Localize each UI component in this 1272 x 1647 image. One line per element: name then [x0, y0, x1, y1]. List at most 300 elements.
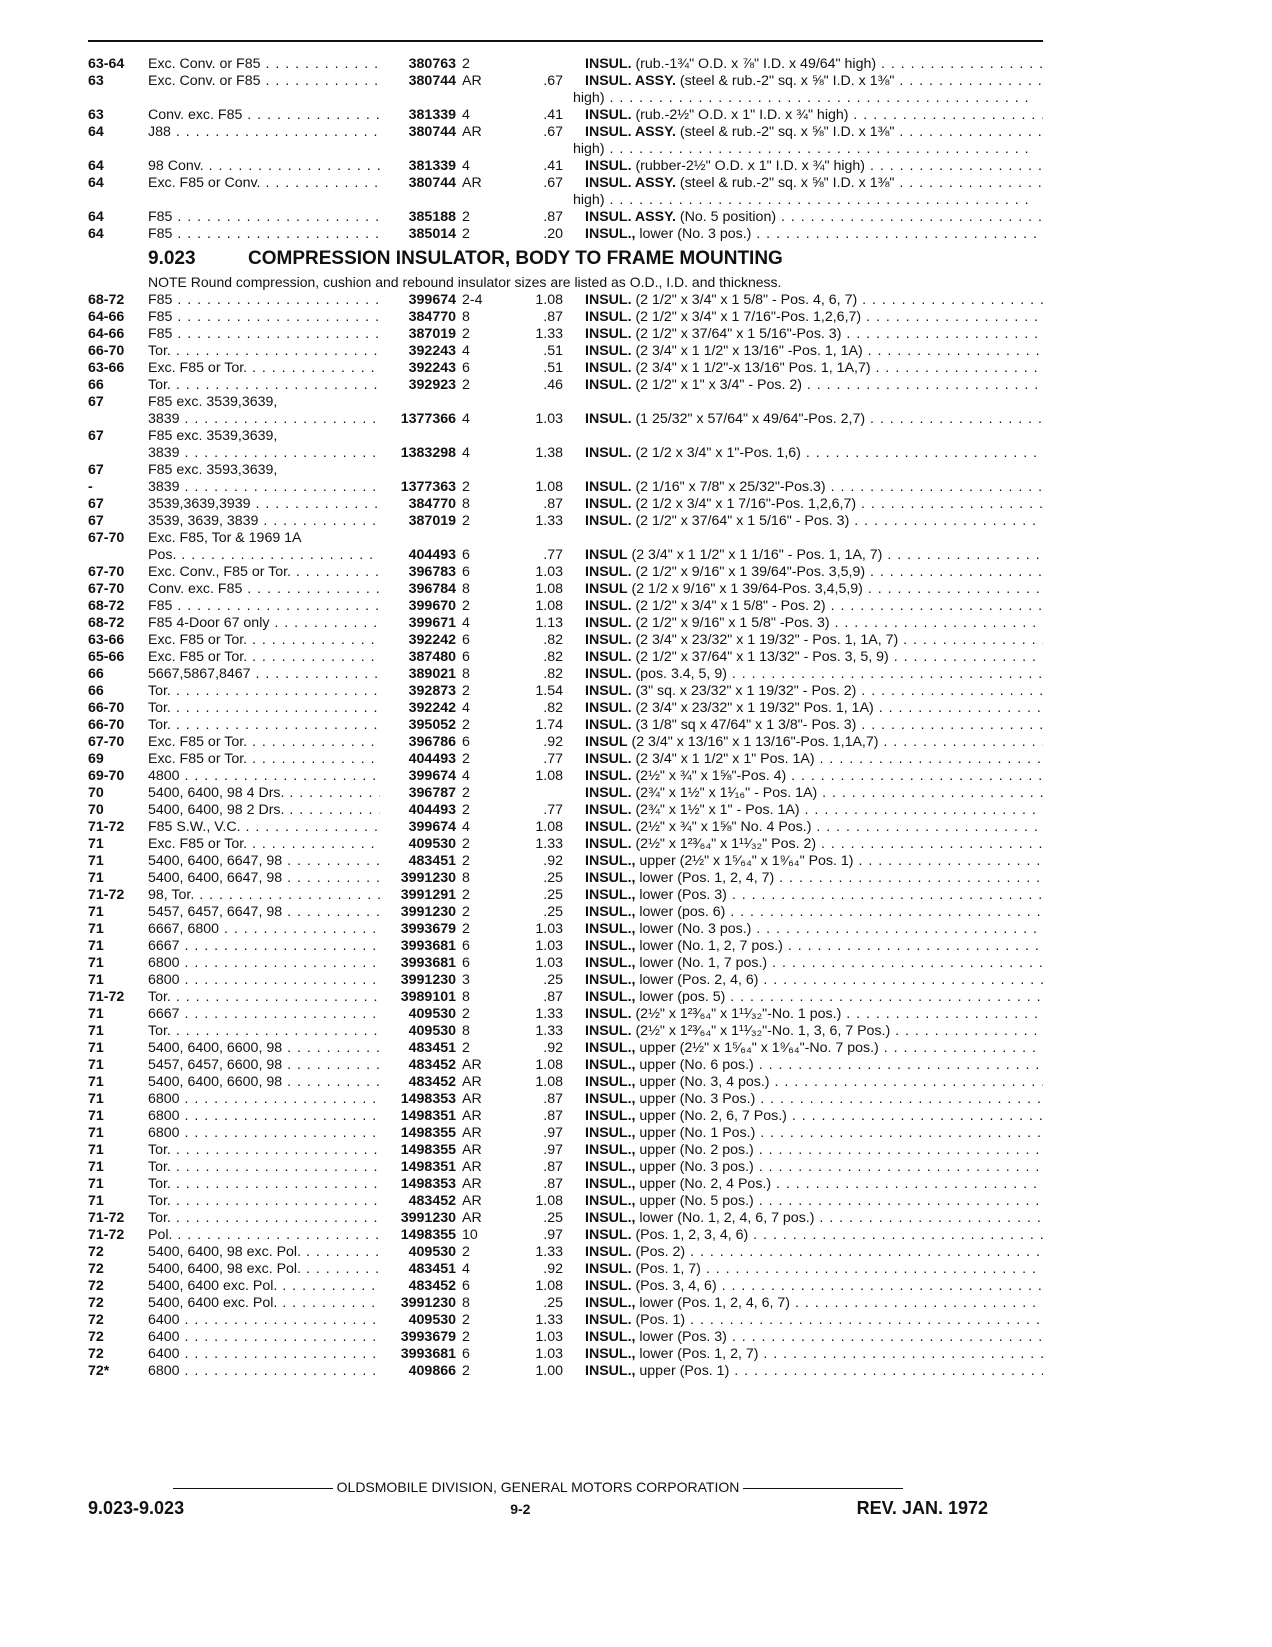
model-description: F85 . . .: [148, 209, 380, 226]
table-row: [88, 107, 1043, 124]
part-name-spec: lower (Pos. 1, 2, 4, 6, 7): [635, 1295, 791, 1311]
price: .67: [543, 175, 563, 191]
part-name: [585, 56, 1043, 73]
part-name-spec: (rub.-2½" O.D. x 1" I.D. x ¾" high): [631, 107, 849, 123]
quantity: AR: [462, 1142, 482, 1158]
part-name: [585, 1210, 1043, 1227]
quantity: 2: [462, 226, 470, 242]
footer-page-number: 9-2: [510, 1501, 531, 1517]
price: 1.33: [535, 836, 563, 852]
price: 1.08: [535, 479, 563, 495]
part-number: 483452: [408, 1074, 456, 1090]
quantity: 8: [462, 1023, 470, 1039]
table-row: [88, 819, 1043, 836]
table-row: [88, 700, 1043, 717]
part-number: 381339: [408, 107, 456, 123]
price: 1.33: [535, 1312, 563, 1328]
model-description: Conv. exc. F85 . . .: [148, 107, 380, 124]
model-year: -: [88, 479, 93, 495]
part-name-spec: (2 3/4" x 1 1/2" x 13/16" -Pos. 1, 1A): [631, 343, 863, 359]
quantity: 2: [462, 1312, 470, 1328]
price: 1.08: [535, 1074, 563, 1090]
part-name-spec: (2 3/4" x 23/32" x 1 19/32" Pos. 1, 1A): [631, 700, 874, 716]
part-name-lead: INSUL.: [585, 802, 632, 818]
part-name-lead: INSUL.: [585, 326, 632, 342]
model-description: 3839 . . .: [148, 445, 380, 462]
model-year: 71: [88, 1091, 104, 1107]
model-year: 72: [88, 1278, 104, 1294]
model-description: Exc. F85 or Tor. . . .: [148, 751, 380, 768]
part-name: [585, 158, 1043, 175]
part-name: [585, 309, 1043, 326]
part-name-spec: lower (Pos. 3): [635, 887, 727, 903]
part-name-spec: (Pos. 1, 2, 3, 4, 6): [631, 1227, 749, 1243]
part-name: [585, 615, 1043, 632]
model-year: 66: [88, 666, 104, 682]
model-description: Exc. Conv., F85 or Tor. . . .: [148, 564, 380, 581]
model-year: 71: [88, 1193, 104, 1209]
model-year: 72: [88, 1261, 104, 1277]
part-name-lead: INSUL.,: [585, 1074, 636, 1090]
footer-revision: REV. JAN. 1972: [856, 1498, 988, 1518]
quantity: 8: [462, 581, 470, 597]
quantity: 8: [462, 1295, 470, 1311]
page-footer: [88, 1478, 988, 1519]
table-row: [88, 175, 1043, 192]
part-number: 399670: [408, 598, 456, 614]
footer-rule-right: [743, 1488, 903, 1489]
table-row: [88, 1244, 1043, 1261]
price: .87: [543, 209, 563, 225]
quantity: 4: [462, 615, 470, 631]
part-name-lead: INSUL.,: [585, 1346, 636, 1362]
part-name: [585, 802, 1043, 819]
table-row: [88, 666, 1043, 683]
table-row: [88, 73, 1043, 90]
price: .87: [543, 496, 563, 512]
quantity: AR: [462, 124, 482, 140]
price: .20: [543, 226, 563, 242]
part-name-spec: (2 1/2 x 3/4" x 1"-Pos. 1,6): [631, 445, 801, 461]
model-description: 5667,5867,8467 . . .: [148, 666, 380, 683]
model-description: 5400, 6400, 6600, 98 . . .: [148, 1040, 380, 1057]
model-year: 67-70: [88, 581, 125, 597]
part-name: [585, 836, 1043, 853]
part-number: 409866: [408, 1363, 456, 1379]
quantity: 2: [462, 785, 470, 801]
part-number: 483451: [408, 853, 456, 869]
quantity: 8: [462, 989, 470, 1005]
part-name-spec: lower (pos. 6): [635, 904, 726, 920]
model-year: 71: [88, 1040, 104, 1056]
part-name-spec: (steel & rub.-2" sq. x ⅝" I.D. x 1⅜": [675, 73, 895, 89]
model-description: Tor. . . .: [148, 1176, 380, 1193]
model-year: 71: [88, 1057, 104, 1073]
quantity: 4: [462, 700, 470, 716]
part-name-spec: upper (No. 3 pos.): [635, 1159, 754, 1175]
model-year: 69: [88, 751, 104, 767]
table-row: [88, 785, 1043, 802]
part-name-lead: INSUL.,: [585, 1040, 636, 1056]
part-number: 396787: [408, 785, 456, 801]
quantity: 10: [462, 1227, 478, 1243]
part-name-spec: (steel & rub.-2" sq. x ⅝" I.D. x 1⅜": [675, 175, 895, 191]
model-description: 6400 . . .: [148, 1346, 380, 1363]
part-name-spec: upper (No. 2, 6, 7 Pos.): [635, 1108, 787, 1124]
part-name: [585, 700, 1043, 717]
quantity: 2: [462, 326, 470, 342]
part-name: [585, 819, 1043, 836]
part-name-spec: (2 1/2" x 3/4" x 1 7/16"-Pos. 1,2,6,7): [631, 309, 862, 325]
part-name-lead: INSUL.,: [585, 1159, 636, 1175]
model-year: 64-66: [88, 309, 125, 325]
part-name-lead: INSUL: [585, 734, 628, 750]
part-name-lead: INSUL.,: [585, 1210, 636, 1226]
table-row: [88, 1312, 1043, 1329]
model-year: 66: [88, 377, 104, 393]
part-number: 380744: [408, 124, 456, 140]
quantity: 6: [462, 360, 470, 376]
table-row: [88, 1006, 1043, 1023]
part-name-lead: INSUL.,: [585, 938, 636, 954]
part-name-lead: INSUL.: [585, 377, 632, 393]
model-year: 66-70: [88, 343, 125, 359]
part-name-spec: (2 1/2" x 37/64" x 1 13/32" - Pos. 3, 5, 9): [631, 649, 889, 665]
part-name: [585, 1329, 1043, 1346]
part-name: [585, 292, 1043, 309]
part-name-lead: INSUL.: [585, 1312, 632, 1328]
part-name-spec: (steel & rub.-2" sq. x ⅝" I.D. x 1⅜": [675, 124, 895, 140]
model-year: 67-70: [88, 530, 125, 546]
quantity: 6: [462, 1346, 470, 1362]
part-name-lead: INSUL. ASSY.: [585, 124, 676, 140]
table-row: [88, 683, 1043, 700]
table-row: [88, 1346, 1043, 1363]
part-number: 3991230: [400, 904, 456, 920]
part-number: 392923: [408, 377, 456, 393]
table-row: [88, 972, 1043, 989]
model-year: 72*: [88, 1363, 110, 1379]
part-name: [585, 955, 1043, 972]
part-number: 1498355: [400, 1125, 456, 1141]
part-name-spec: lower (No. 3 pos.): [635, 921, 752, 937]
part-name-lead: INSUL.: [585, 700, 632, 716]
section-title: COMPRESSION INSULATOR, BODY TO FRAME MOUNTING: [248, 248, 783, 269]
model-year: 69-70: [88, 768, 125, 784]
part-number: 1498355: [400, 1142, 456, 1158]
part-name-lead: INSUL.: [585, 107, 632, 123]
quantity: 2: [462, 1363, 470, 1379]
model-year: 68-72: [88, 598, 125, 614]
part-number: 1377366: [400, 411, 456, 427]
model-year: 72: [88, 1346, 104, 1362]
table-row: [88, 1023, 1043, 1040]
part-name-spec: (2 3/4" x 1 1/2"-x 13/16" Pos. 1, 1A,7): [631, 360, 871, 376]
part-number: 1498355: [400, 1227, 456, 1243]
model-description: F85 . . .: [148, 326, 380, 343]
price: 1.33: [535, 1023, 563, 1039]
price: .87: [543, 989, 563, 1005]
part-name-spec: (Pos. 1): [631, 1312, 686, 1328]
price: 1.03: [535, 955, 563, 971]
part-name-lead: INSUL.,: [585, 1193, 636, 1209]
table-row: [88, 836, 1043, 853]
part-name: [585, 1261, 1043, 1278]
part-name: [585, 1346, 1043, 1363]
table-row: [88, 955, 1043, 972]
quantity: 3: [462, 972, 470, 988]
model-description: 4800 . . .: [148, 768, 380, 785]
part-number: 404493: [408, 547, 456, 563]
price: .92: [543, 1040, 563, 1056]
quantity: 2: [462, 598, 470, 614]
table-row: [88, 904, 1043, 921]
part-name-lead: INSUL.: [585, 496, 632, 512]
part-number: 380744: [408, 73, 456, 89]
quantity: AR: [462, 1091, 482, 1107]
quantity: 2: [462, 921, 470, 937]
model-year: 64: [88, 124, 104, 140]
part-name-lead: INSUL.: [585, 479, 632, 495]
part-name-spec: (2¾" x 1½" x 1¹⁄₁₆" - Pos. 1A): [631, 785, 818, 801]
price: 1.33: [535, 1244, 563, 1260]
part-number: 387019: [408, 513, 456, 529]
table-row: [88, 581, 1043, 598]
model-description: Pos. . . .: [148, 547, 380, 564]
quantity: 6: [462, 955, 470, 971]
model-description: 6800 . . .: [148, 1091, 380, 1108]
part-name: [585, 1159, 1043, 1176]
part-number: 483451: [408, 1261, 456, 1277]
price: 1.38: [535, 445, 563, 461]
price: .41: [543, 158, 563, 174]
model-description: Conv. exc. F85 . . .: [148, 581, 380, 598]
table-row: [88, 124, 1043, 141]
part-name: [585, 1057, 1043, 1074]
model-year: 67: [88, 496, 104, 512]
price: .51: [543, 360, 563, 376]
part-name-spec: upper (2½" x 1⁵⁄₆₄" x 1⁹⁄₆₄" Pos. 1): [635, 853, 854, 869]
part-name: [585, 107, 1043, 124]
top-rule: [88, 40, 1043, 42]
part-name: [585, 411, 1043, 428]
price: .92: [543, 1261, 563, 1277]
model-description: Tor. . . .: [148, 717, 380, 734]
part-name-lead: INSUL.: [585, 666, 632, 682]
table-row-continuation: [88, 141, 1043, 158]
part-name-spec: lower (No. 3 pos.): [635, 226, 752, 242]
model-year: 71-72: [88, 1227, 125, 1243]
part-number: 3993679: [400, 921, 456, 937]
model-year: 71-72: [88, 887, 125, 903]
part-number: 483452: [408, 1278, 456, 1294]
part-number: 387480: [408, 649, 456, 665]
table-row: [88, 938, 1043, 955]
part-name-lead: INSUL.,: [585, 1108, 636, 1124]
price: .77: [543, 547, 563, 563]
part-name-lead: INSUL.: [585, 564, 632, 580]
part-name-spec: (2 1/2 x 3/4" x 1 7/16"-Pos. 1,2,6,7): [631, 496, 857, 512]
quantity: AR: [462, 1210, 482, 1226]
part-name-lead: INSUL.,: [585, 1125, 636, 1141]
part-number: 384770: [408, 496, 456, 512]
model-description: Tor. . . .: [148, 989, 380, 1006]
model-year: 63-66: [88, 360, 125, 376]
quantity: 4: [462, 107, 470, 123]
price: 1.08: [535, 768, 563, 784]
quantity: 2: [462, 1244, 470, 1260]
part-name-lead: INSUL.: [585, 649, 632, 665]
part-number: 1498353: [400, 1176, 456, 1192]
table-row: [88, 1091, 1043, 1108]
table-row: [88, 632, 1043, 649]
part-name: [585, 734, 1043, 751]
part-name-spec: lower (Pos. 3): [635, 1329, 727, 1345]
model-description: Tor. . . .: [148, 377, 380, 394]
quantity: 2: [462, 56, 470, 72]
part-name: [585, 1006, 1043, 1023]
model-year: 64: [88, 226, 104, 242]
part-name: [585, 1142, 1043, 1159]
part-name-lead: INSUL.: [585, 445, 632, 461]
part-name-spec: (2 1/2" x 37/64" x 1 5/16"-Pos. 3): [631, 326, 842, 342]
part-name-spec: (2 1/2" x 3/4" x 1 5/8" - Pos. 4, 6, 7): [631, 292, 858, 308]
part-number: 3993681: [400, 1346, 456, 1362]
model-year: 72: [88, 1295, 104, 1311]
part-name-lead: INSUL.,: [585, 1091, 636, 1107]
part-name-spec: upper (No. 1 Pos.): [635, 1125, 756, 1141]
part-name: [585, 1227, 1043, 1244]
price: .87: [543, 1159, 563, 1175]
table-row: [88, 343, 1043, 360]
table-row: [88, 226, 1043, 243]
part-name-spec: lower (pos. 5): [635, 989, 726, 1005]
table-row: [88, 1227, 1043, 1244]
part-name-spec: (2 3/4" x 1 1/2" x 1 1/16" - Pos. 1, 1A, 7): [627, 547, 883, 563]
part-name: [585, 360, 1043, 377]
model-description: 6667 . . .: [148, 1006, 380, 1023]
quantity: 4: [462, 819, 470, 835]
model-description: 5400, 6400, 98 2 Drs. . . .: [148, 802, 380, 819]
part-name-spec: (Pos. 1, 7): [631, 1261, 701, 1277]
table-row: [88, 870, 1043, 887]
model-description: Exc. Conv. or F85 . . .: [148, 56, 380, 73]
model-description: 5457, 6457, 6600, 98 . . .: [148, 1057, 380, 1074]
part-number: 399674: [408, 819, 456, 835]
model-year: 71: [88, 1159, 104, 1175]
price: 1.08: [535, 1278, 563, 1294]
quantity: 2-4: [462, 292, 483, 308]
part-name-lead: INSUL.: [585, 1261, 632, 1277]
price: 1.33: [535, 1006, 563, 1022]
quantity: 4: [462, 158, 470, 174]
part-name-spec: (pos. 3.4, 5, 9): [631, 666, 727, 682]
model-year: 71: [88, 972, 104, 988]
table-row: [88, 717, 1043, 734]
part-name-lead: INSUL.: [585, 615, 632, 631]
price: 1.08: [535, 1193, 563, 1209]
part-name-lead: INSUL.: [585, 785, 632, 801]
model-description: 5400, 6400, 6647, 98 . . .: [148, 870, 380, 887]
part-name: [585, 1125, 1043, 1142]
part-name: [585, 887, 1043, 904]
quantity: AR: [462, 1193, 482, 1209]
part-name-spec: lower (Pos. 1, 2, 7): [635, 1346, 759, 1362]
part-name-lead: INSUL.,: [585, 1176, 636, 1192]
price: .82: [543, 632, 563, 648]
price: .77: [543, 751, 563, 767]
part-name: [585, 1193, 1043, 1210]
part-name-spec: (3" sq. x 23/32" x 1 19/32" - Pos. 2): [631, 683, 857, 699]
model-year: 67-70: [88, 734, 125, 750]
part-name-lead: INSUL.: [585, 717, 632, 733]
part-name-lead: INSUL.: [585, 683, 632, 699]
part-name-lead: INSUL.,: [585, 226, 636, 242]
part-name-lead: INSUL.,: [585, 1329, 636, 1345]
price: 1.00: [535, 1363, 563, 1379]
model-year: 68-72: [88, 615, 125, 631]
model-description: Exc. F85 or Conv. . . .: [148, 175, 380, 192]
part-number: 404493: [408, 751, 456, 767]
table-row-continuation: [88, 192, 1043, 209]
part-name: [585, 1023, 1043, 1040]
part-number: 392242: [408, 632, 456, 648]
part-name-spec: upper (No. 2 pos.): [635, 1142, 754, 1158]
part-name-spec: lower (No. 1, 2, 4, 6, 7 pos.): [635, 1210, 815, 1226]
model-year: 71: [88, 1176, 104, 1192]
quantity: 6: [462, 1278, 470, 1294]
quantity: 8: [462, 309, 470, 325]
part-number: 399674: [408, 292, 456, 308]
model-description: F85 . . .: [148, 309, 380, 326]
model-description: Exc. F85 or Tor. . . .: [148, 734, 380, 751]
part-number: 483451: [408, 1040, 456, 1056]
part-name-lead: INSUL.: [585, 836, 632, 852]
part-name-spec: lower (No. 1, 2, 7 pos.): [635, 938, 783, 954]
part-name-lead: INSUL.: [585, 1244, 632, 1260]
part-number: 385014: [408, 226, 456, 242]
price: 1.33: [535, 513, 563, 529]
part-name: [585, 564, 1043, 581]
quantity: AR: [462, 1108, 482, 1124]
table-row: [88, 209, 1043, 226]
model-year: 71: [88, 955, 104, 971]
table-row: [88, 292, 1043, 309]
model-description: 5457, 6457, 6647, 98 . . .: [148, 904, 380, 921]
price: 1.03: [535, 411, 563, 427]
part-number: 396786: [408, 734, 456, 750]
model-description: 5400, 6400, 6647, 98 . . .: [148, 853, 380, 870]
part-name-spec: (3 1/8" sq x 47/64" x 1 3/8"- Pos. 3): [631, 717, 857, 733]
price: .25: [543, 887, 563, 903]
part-name-lead: INSUL.: [585, 1006, 632, 1022]
table-row: [88, 1057, 1043, 1074]
table-row: [88, 1108, 1043, 1125]
model-description: 6400 . . .: [148, 1329, 380, 1346]
table-row: [88, 1261, 1043, 1278]
part-number: 3991230: [400, 870, 456, 886]
part-name: [585, 972, 1043, 989]
part-number: 380744: [408, 175, 456, 191]
price: 1.03: [535, 1329, 563, 1345]
model-year: 71: [88, 836, 104, 852]
part-name-spec: (2 3/4" x 13/16" x 1 13/16"-Pos. 1,1A,7): [627, 734, 879, 750]
model-description: 5400, 6400, 98 exc. Pol. . . .: [148, 1244, 380, 1261]
model-year: 71-72: [88, 1210, 125, 1226]
part-name: [585, 343, 1043, 360]
section-heading: [88, 247, 1043, 271]
part-name: [585, 1295, 1043, 1312]
